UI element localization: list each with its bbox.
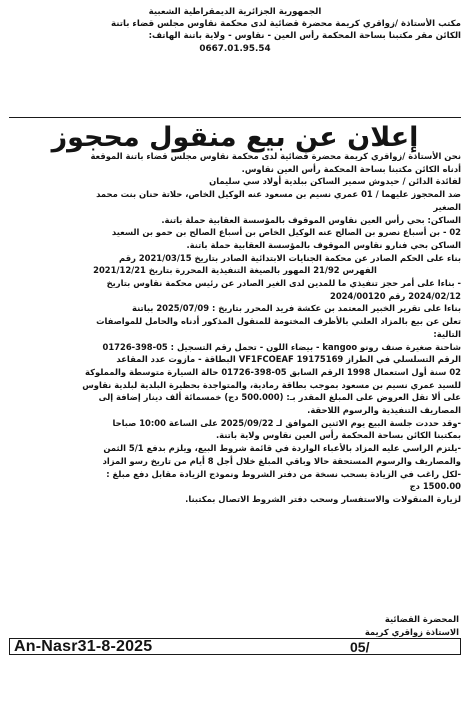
body-line: 02 سنة أول استعمال 1998 الرقم السابق 05-398-01726 حالة السيارة متوسطة والمملوكة xyxy=(85,366,461,377)
announcement-page xyxy=(9,6,461,694)
ad-number: 05/ xyxy=(350,639,370,655)
header-phone: 0667.01.95.54 xyxy=(199,43,271,54)
body-line: الساكن: بحي رأس العين نقاوس الموقوف بالمؤسسة العقابية حملة باتنة. xyxy=(161,214,461,225)
body-line: بمكتبنا الكائن بساحة المحكمة رأس العين نقاوس ولاية باتنة. xyxy=(215,430,461,441)
body-line: الرقم التسلسلي في الطراز 19175169 VF1FCOEAF البطاقة - مازوت عدد المقاعد xyxy=(116,354,461,365)
body-line: بناء على الحكم الصادر عن محكمة الجنايات الابتدائية الصادر بتاريخ 2021/03/15 رقم xyxy=(119,252,461,263)
signature-name: الاستاذة زواقري كريمة xyxy=(364,626,459,637)
body-line: الصغير xyxy=(433,201,461,212)
body-line: تعلن عن بيع بالمزاد العلني بالأظرف المختومة للمنقول المذكور أدناه والحامل للمواصفات xyxy=(96,316,461,327)
body-line: شاحنة صغيرة صنف رونو kangoo - بيضاء اللون - تحمل رقم التسجيل : 05-398-01726 xyxy=(102,341,461,352)
body-line: الساكن بحي فنارو نقاوس الموقوف بالمؤسسة العقابية حملة باتنة. xyxy=(186,239,461,250)
body-line: الفهرس 21/92 المهور بالصيغة التنفيذية المحررة بتاريخ 2021/12/21 xyxy=(93,265,377,276)
announcement-body xyxy=(9,150,461,506)
body-line: 1500.00 دج xyxy=(409,481,461,492)
body-line: المصاريف التنفيذية والرسوم اللاحقة. xyxy=(307,405,461,416)
body-line: -وقد حددت جلسة البيع يوم الاثنين الموافق لـ 2025/09/22 على الساعة 10:00 صباحا xyxy=(112,417,461,428)
body-line: للسيد عمري نسيم بن مسعود بموجب بطاقة رمادية، والمتواجدة بحظيرة البلدية لبلدية نقاوس xyxy=(82,379,461,390)
title-divider xyxy=(9,117,461,118)
body-line: لفائدة الدائن / حيدوش سمير الساكن ببلدية أولاد سي سليمان xyxy=(209,176,461,187)
body-line: 02 - بن أسباع نصرو بن الصالح عنه الوكيل الخاص بن أسباع الصالح بن حمو بن السعيد xyxy=(111,227,461,238)
body-line: على ألا تقل العروض على المبلغ المقدر بـ: (500.000 دج) خمسمائة ألف دينار إضافة إلى xyxy=(98,392,461,403)
body-line: التالية: xyxy=(433,328,461,339)
body-line: 2024/02/12 رقم 2024/00120 xyxy=(330,290,461,301)
header-office: مكتب الأستاذة /زواقري كريمة محضرة قضائية لدى محكمة نقاوس مجلس قضاء باتنة xyxy=(111,19,461,30)
body-line: والمصاريف والرسوم المستحقة حالا وباقي المبلغ خلال أجل 8 أيام من تاريخ رسو المزاد xyxy=(102,455,461,466)
header-address: الكائن مقر مكتبنا بساحة المحكمة رأس العين - نقاوس - ولاية باتنة الهاتف: xyxy=(148,31,461,42)
announcement-title: إعلان عن بيع منقول محجوز xyxy=(51,122,419,153)
signature-title: المحضرة القضائية xyxy=(384,614,459,624)
body-line: نحن الأستاذة /زواقري كريمة محضرة قضائية لدى محكمة نقاوس مجلس قضاء باتنة الموقعة xyxy=(90,151,461,161)
publication-reference: An-Nasr31-8-2025 xyxy=(14,638,153,655)
body-line: - بناءا على أمر حجز تنفيذي ما للمدين لدى الغير الصادر عن رئيس محكمة نقاوس بتاريخ xyxy=(106,278,461,289)
header-republic: الجمهورية الجزائرية الديمقراطية الشعبية xyxy=(148,7,322,17)
publication-footer xyxy=(9,638,461,655)
signature-block xyxy=(365,613,459,638)
body-line: أدناه الكائن مكتبنا بساحة المحكمة رأس العين نقاوس. xyxy=(241,163,461,174)
body-line: -لكل راغب في الزيادة بسحب نسخة من دفتر الشروط ونموذج الزيادة مقابل دفع مبلغ : xyxy=(106,468,461,479)
body-line: لزيارة المنقولات والاستفسار وسحب دفتر الشروط الاتصال بمكتبنا. xyxy=(185,493,461,504)
body-line: -يلتزم الراسي عليه المزاد بالأعباء الواردة في قائمة شروط البيع، ويلزم بدفع 5/1 الثمن xyxy=(103,443,461,454)
body-line: بناءا على تقرير الخبير المعتمد بن عكشة فريد المحرر بتاريخ : 2025/07/09 بباتنة xyxy=(132,303,461,314)
body-line: ضد المحجوز عليهما / 01 عمري نسيم بن مسعود عنه الوكيل الخاص، حلاتة حنان بنت محمد xyxy=(96,189,461,200)
